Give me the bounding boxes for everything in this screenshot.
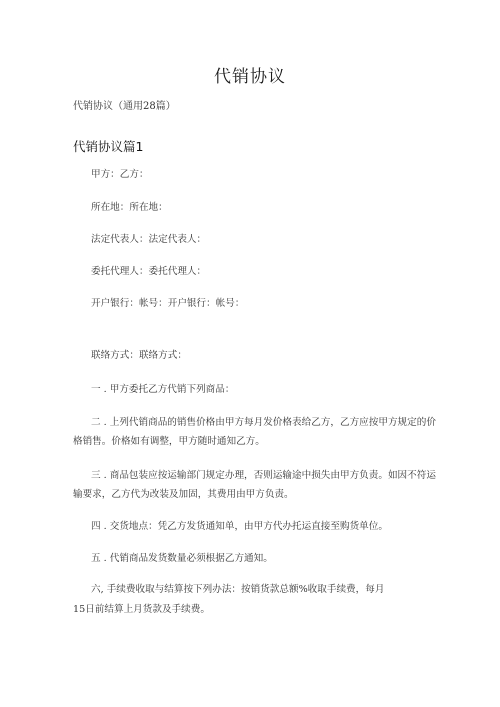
clause-4: 四 . 交货地点：凭乙方发货通知单，由甲方代办托运直接至购货单位。: [91, 521, 388, 532]
document-subtitle: 代销协议（通用28篇）: [73, 101, 176, 112]
clause-5: 五 . 代销商品发货数量必须根据乙方通知。: [91, 553, 273, 564]
clause-1: 一 . 甲方委托乙方代销下列商品：: [91, 384, 235, 395]
address-line: 所在地：所在地：: [91, 202, 168, 213]
clause-3-line-2: 输要求，乙方代为改装及加固，其费用由甲方负责。: [73, 489, 294, 500]
bank-line: 开户银行：帐号：开户银行：帐号：: [91, 298, 245, 309]
clause-6-line-2: 15日前结算上月货款及手续费。: [73, 604, 210, 615]
agent-line: 委托代理人：委托代理人：: [91, 266, 207, 277]
clause-6-line-1: 六, 手续费收取与结算按下列办法：按销货款总额%收取手续费，每月: [91, 584, 385, 595]
section-heading: 代销协议篇1: [73, 139, 144, 154]
party-line: 甲方：乙方：: [91, 169, 149, 180]
legal-rep-line: 法定代表人：法定代表人：: [91, 234, 207, 245]
clause-2-line-2: 格销售。价格如有调整，甲方随时通知乙方。: [73, 436, 265, 447]
clause-3-line-1: 三 . 商品包装应按运输部门规定办理，否则运输途中损失由甲方负责。如因不符运: [91, 470, 436, 481]
clause-2-line-1: 二 . 上列代销商品的销售价格由甲方每月发价格表给乙方，乙方应按甲方规定的价: [91, 417, 436, 428]
document-title: 代销协议: [214, 67, 286, 87]
contact-line: 联络方式：联络方式：: [91, 350, 187, 361]
